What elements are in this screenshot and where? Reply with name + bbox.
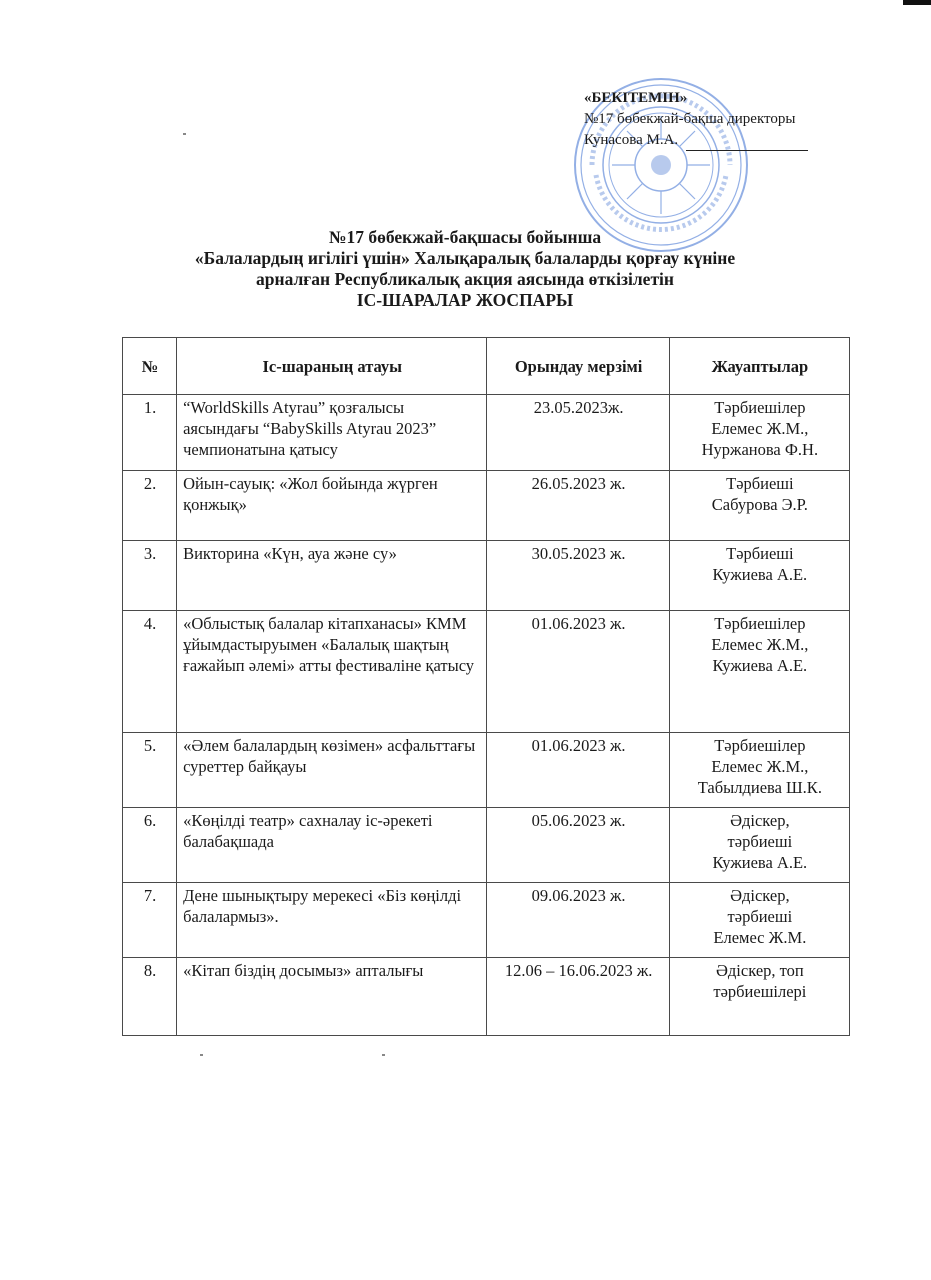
title-line-3: арналған Республикалық акция аясында өткізілетін [256,269,674,289]
row-number: 5. [123,733,177,808]
responsible-person-line: тәрбиеші [727,832,793,851]
header-event-name: Іс-шараның атауы [177,338,487,395]
row-responsible [669,808,849,883]
row-deadline: 01.06.2023 ж. [487,611,669,733]
responsible-person-line: Табылдиева Ш.К. [697,778,822,797]
responsible-person-line: Елемес Ж.М. [713,928,807,947]
responsible-person-line: Кужиева А.Е. [712,565,808,584]
row-deadline: 30.05.2023 ж. [487,541,669,611]
events-plan-table [122,337,850,1036]
row-event-name: «Облыстық балалар кітапханасы» КММ ұйымдастыруымен «Балалық шақтың ғажайып әлемі» атты фестиваліне қатысу [177,611,487,733]
row-deadline: 05.06.2023 ж. [487,808,669,883]
approval-block [584,88,854,151]
row-responsible [669,611,849,733]
row-event-name: Дене шынықтыру мерекесі «Біз көңілді балалармыз». [177,883,487,958]
scan-speck [382,1054,385,1056]
row-number: 2. [123,471,177,541]
table-row [123,883,850,958]
responsible-person-line: Елемес Ж.М., [711,419,809,438]
responsible-person-line: Тәрбиеші [726,474,794,493]
responsible-person-line: Елемес Ж.М., [711,635,809,654]
row-number: 6. [123,808,177,883]
table-row [123,541,850,611]
title-line-4: ІС-ШАРАЛАР ЖОСПАРЫ [356,290,574,310]
responsible-person-line: Тәрбиешілер [714,398,806,417]
row-deadline: 09.06.2023 ж. [487,883,669,958]
row-number: 7. [123,883,177,958]
approval-signature-row [584,130,854,151]
row-responsible [669,733,849,808]
row-number: 8. [123,958,177,1036]
row-number: 4. [123,611,177,733]
document-title [120,227,810,311]
table-row [123,395,850,471]
header-number: № [123,338,177,395]
row-deadline: 26.05.2023 ж. [487,471,669,541]
header-deadline: Орындау мерзімі [487,338,669,395]
title-line-2: «Балалардың игілігі үшін» Халықаралық балаларды қорғау күніне [194,248,736,268]
responsible-person-line: Тәрбиешілер [714,736,806,755]
row-event-name: “WorldSkills Atyrau” қозғалысы аясындағы “BabySkills Atyrau 2023” чемпионатына қатысу [177,395,487,471]
row-responsible [669,471,849,541]
row-event-name: «Кітап біздің досымыз» апталығы [177,958,487,1036]
row-responsible [669,395,849,471]
row-deadline: 12.06 – 16.06.2023 ж. [487,958,669,1036]
responsible-person-line: Нуржанова Ф.Н. [701,440,819,459]
table-row [123,611,850,733]
approval-name: Кунасова М.А. [584,132,679,148]
responsible-person-line: тәрбиеші [727,907,793,926]
scan-speck [183,133,186,135]
responsible-person-line: Кужиева А.Е. [712,656,808,675]
row-responsible [669,958,849,1036]
row-event-name: Викторина «Күн, ауа және су» [177,541,487,611]
responsible-person-line: Тәрбиеші [726,544,794,563]
row-deadline: 01.06.2023 ж. [487,733,669,808]
table-row [123,471,850,541]
approval-heading: «БЕКІТЕМІН» [584,90,688,106]
table-body [123,395,850,1036]
row-deadline: 23.05.2023ж. [487,395,669,471]
responsible-person-line: Сабурова Э.Р. [711,495,808,514]
title-line-1: №17 бөбекжай-бақшасы бойынша [328,227,602,247]
row-event-name: «Көңілді театр» сахналау іс-әрекеті балабақшада [177,808,487,883]
row-event-name: «Әлем балалардың көзімен» асфальттағы суреттер байқауы [177,733,487,808]
responsible-person-line: Әдіскер, [730,886,790,905]
table-header-row [123,338,850,395]
responsible-person-line: Әдіскер, [730,811,790,830]
header-responsible: Жауаптылар [669,338,849,395]
responsible-person-line: Кужиева А.Е. [712,853,808,872]
row-event-name: Ойын-сауық: «Жол бойында жүрген қонжық» [177,471,487,541]
table-row [123,808,850,883]
row-responsible [669,883,849,958]
scan-corner-mark [903,0,931,5]
table-row [123,958,850,1036]
scan-speck [200,1054,203,1056]
approval-position: №17 бөбекжай-бақша директоры [584,111,796,127]
responsible-person-line: Әдіскер, топ [716,961,804,980]
row-responsible [669,541,849,611]
responsible-person-line: Тәрбиешілер [714,614,806,633]
row-number: 1. [123,395,177,471]
responsible-person-line: Елемес Ж.М., [711,757,809,776]
table-row [123,733,850,808]
signature-line [686,136,808,151]
responsible-person-line: тәрбиешілері [713,982,807,1001]
row-number: 3. [123,541,177,611]
